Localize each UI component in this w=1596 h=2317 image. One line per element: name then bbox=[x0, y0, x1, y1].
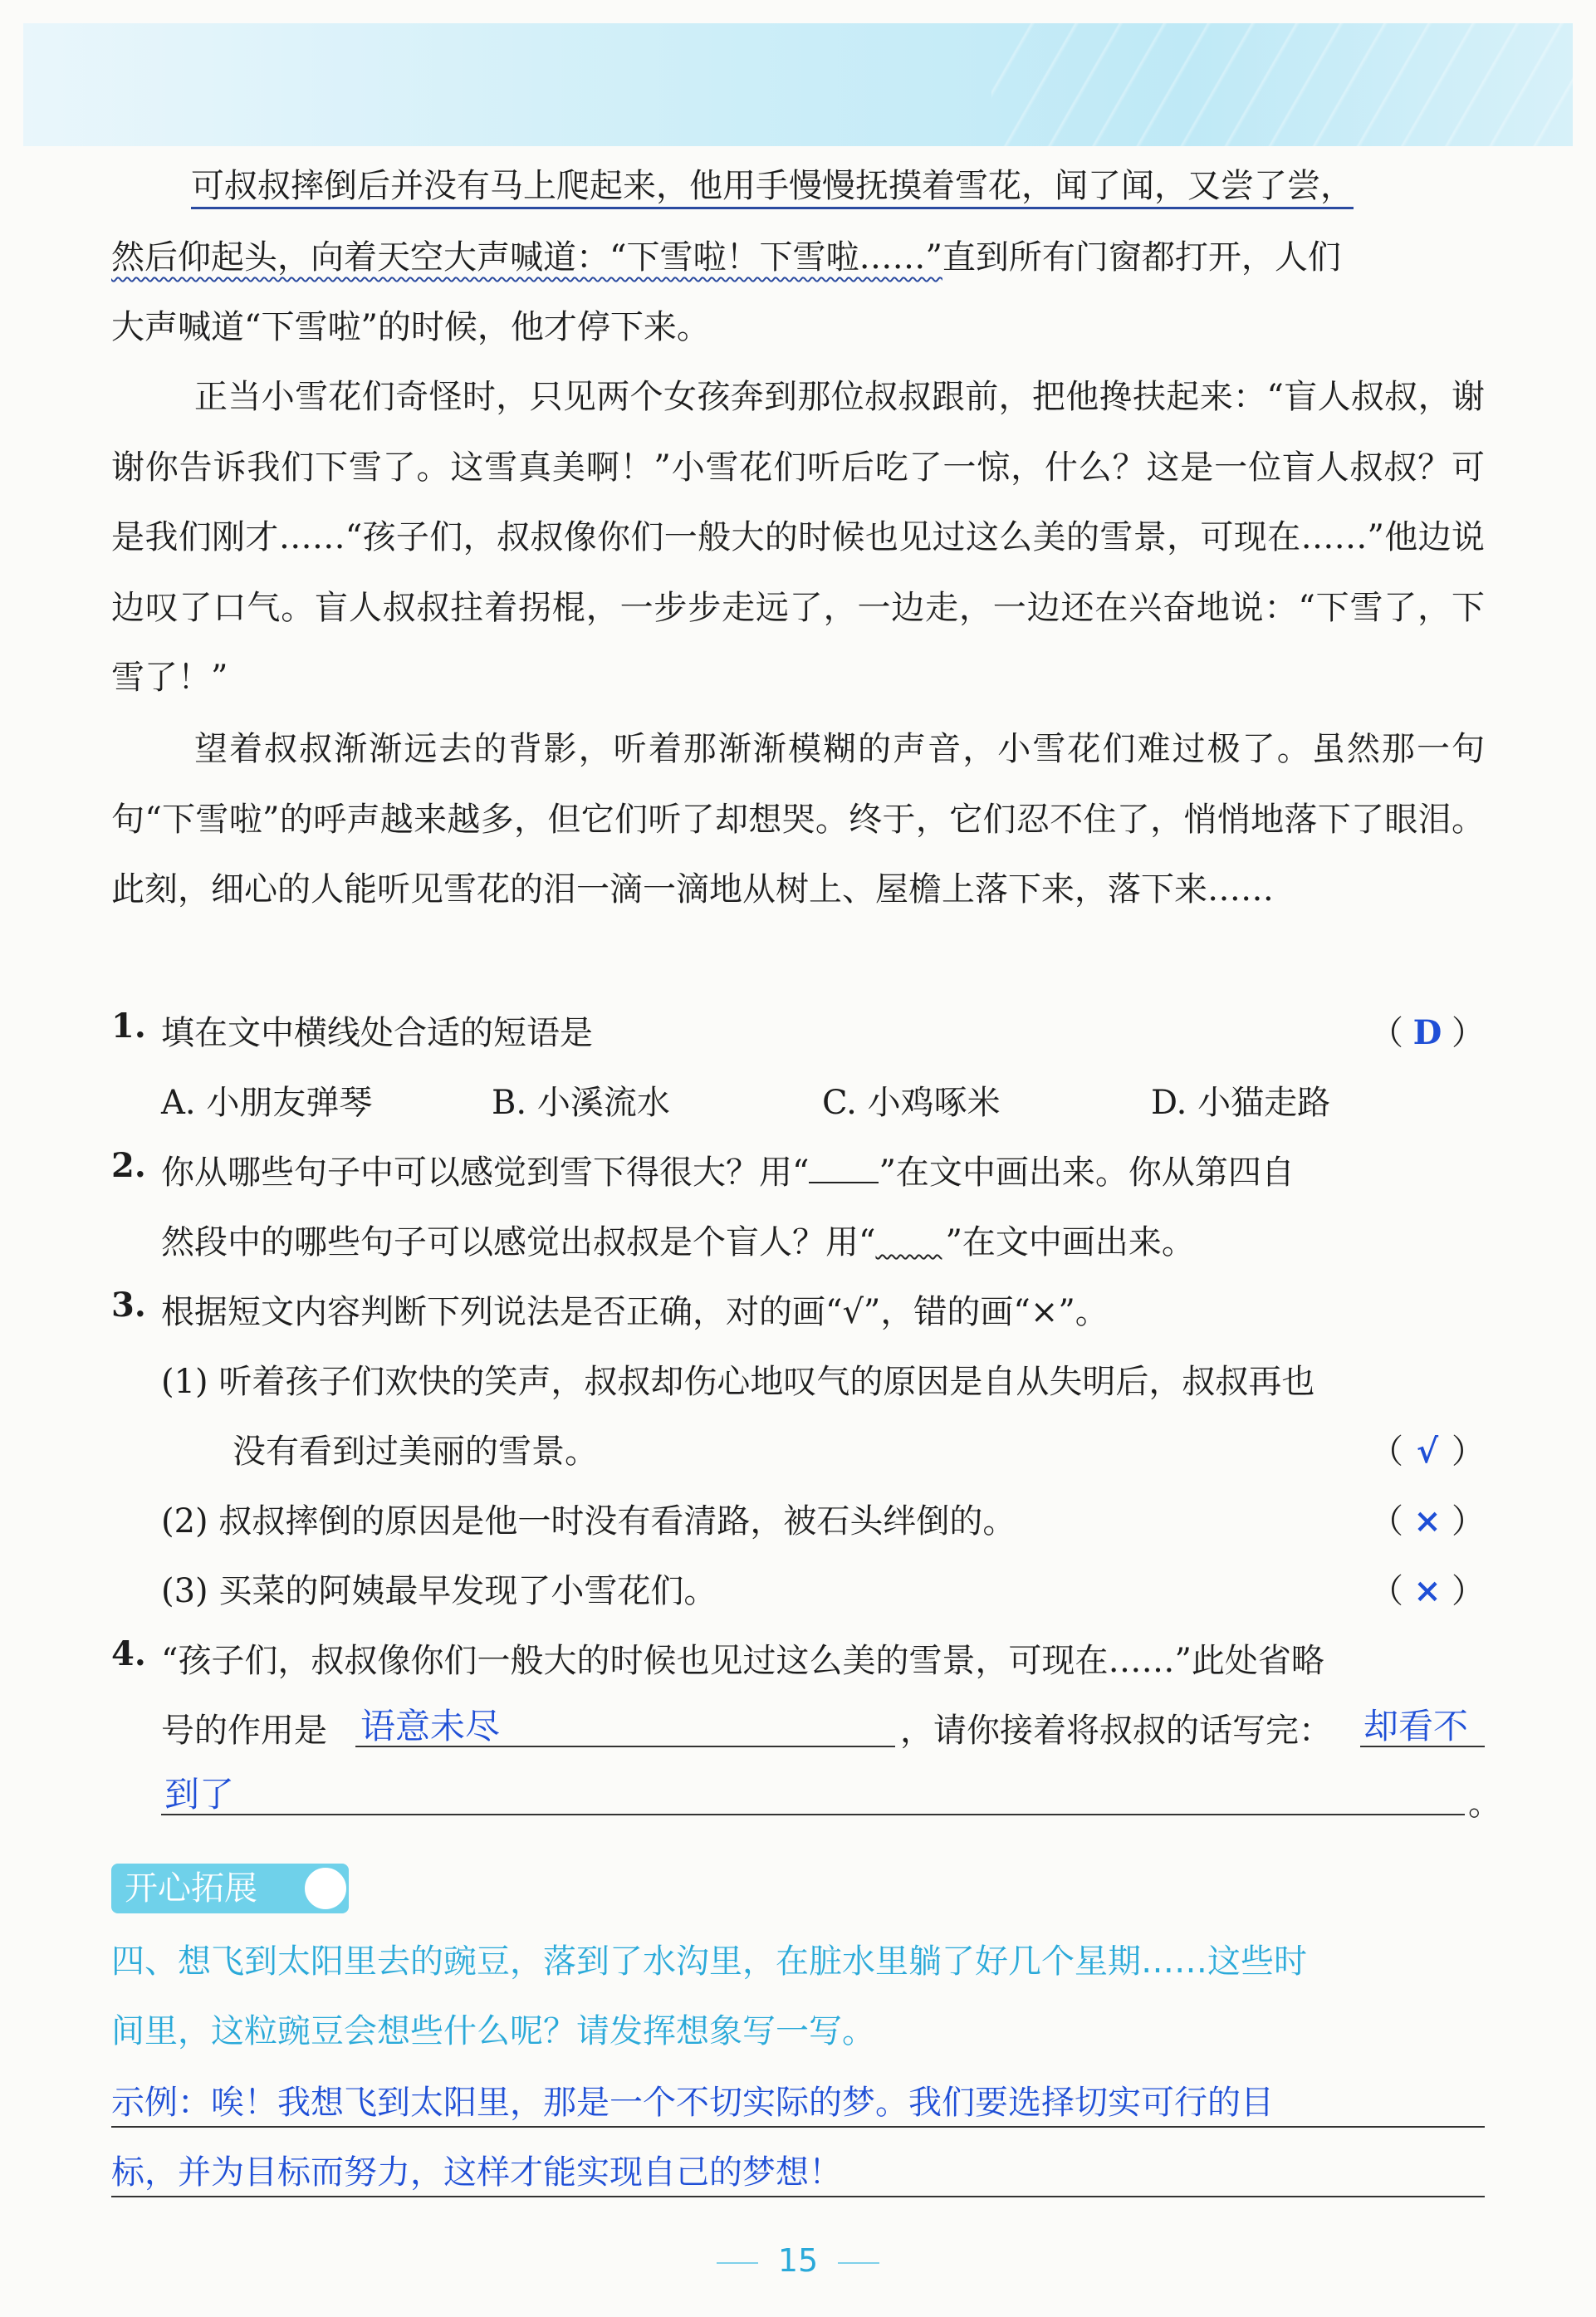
q1-answer: D bbox=[1412, 1013, 1442, 1052]
q2-line1: 你从哪些句子中可以感觉到雪下得很大？用“ ”在文中画出来。你从第四自 bbox=[161, 1154, 1295, 1192]
dash-left bbox=[717, 2262, 758, 2264]
page-number: 15 bbox=[0, 2242, 1596, 2279]
q1-option-b: B. 小溪流水 bbox=[492, 1084, 670, 1122]
extension-prompt-line2: 间里，这粒豌豆会想些什么呢？请发挥想象写一写。 bbox=[111, 2012, 875, 2050]
straight-line-symbol bbox=[809, 1157, 879, 1183]
smiley-icon bbox=[302, 1865, 349, 1912]
q3-item2: (2) 叔叔摔倒的原因是他一时没有看清路，被石头绊倒的。 bbox=[161, 1502, 1016, 1541]
story-p4: 正当小雪花们奇怪时，只见两个女孩奔到那位叔叔跟前，把他搀扶起来：“盲人叔叔，谢谢你告诉我们下雪了。这雪真美啊！”小雪花们听后吃了一惊，什么？这是一位盲人叔叔？可是我们刚才……“孩子们，叔叔像你们一般大的时候也见过这么美的雪景，可现在……”他边说边叹了口气。盲人叔叔拄着拐棍，一步步走远了，一边走，一边还在兴奋地说：“下雪了，下雪了！” bbox=[111, 378, 1485, 697]
q4-line1: “孩子们，叔叔像你们一般大的时候也见过这么美的雪景，可现在……”此处省略 bbox=[161, 1642, 1324, 1680]
story-p3-line1: 可叔叔摔倒后并没有马上爬起来，他用手慢慢抚摸着雪花，闻了闻，又尝了尝， bbox=[111, 163, 1485, 209]
q4-blank-2[interactable]: 却看不 bbox=[1360, 1704, 1485, 1747]
extension-example-line2: 标，并为目标而努力，这样才能实现自己的梦想！ bbox=[111, 2146, 1485, 2197]
story-p3-line2: 然后仰起头，向着天空大声喊道：“下雪啦！下雪啦……”直到所有门窗都打开，人们 bbox=[111, 238, 1341, 277]
q2-line2: 然段中的哪些句子可以感觉出叔叔是个盲人？用“ ”在文中画出来。 bbox=[161, 1223, 1195, 1261]
dash-right bbox=[838, 2262, 879, 2264]
header-band bbox=[23, 23, 1573, 146]
q3-item1-line1: (1) 听着孩子们欢快的笑声，叔叔却伤心地叹气的原因是自从失明后，叔叔再也 bbox=[161, 1363, 1315, 1401]
q1-answer-paren: （ D ） bbox=[1370, 1013, 1485, 1052]
section-title-extension: 开心拓展 bbox=[111, 1864, 349, 1913]
q3-item1-paren: （ √ ） bbox=[1370, 1432, 1485, 1471]
q3-item2-paren: （ × ） bbox=[1370, 1501, 1485, 1541]
q3-item3: (3) 买菜的阿姨最早发现了小雪花们。 bbox=[161, 1572, 717, 1610]
q1-option-c: C. 小鸡啄米 bbox=[822, 1084, 1001, 1122]
q1-option-d: D. 小猫走路 bbox=[1151, 1084, 1331, 1122]
q4-blank-1[interactable]: 语意未尽 bbox=[355, 1704, 895, 1747]
q4-label: 号的作用是 bbox=[161, 1712, 327, 1750]
q3-item1-line2: 没有看到过美丽的雪景。 bbox=[233, 1433, 598, 1471]
q3-item3-paren: （ × ） bbox=[1370, 1571, 1485, 1610]
wavy-line-symbol bbox=[875, 1223, 945, 1248]
story-p3-line3: 大声喊道“下雪啦”的时候，他才停下来。 bbox=[111, 308, 710, 346]
extension-prompt-line1: 四、想飞到太阳里去的豌豆，落到了水沟里，在脏水里躺了好几个星期……这些时 bbox=[111, 1942, 1307, 1981]
q4-blank-3[interactable]: 到了 bbox=[161, 1772, 1465, 1815]
extension-example-line1: 示例：唉！我想飞到太阳里，那是一个不切实际的梦。我们要选择切实可行的目 bbox=[111, 2076, 1485, 2128]
story-p5: 望着叔叔渐渐远去的背影，听着那渐渐模糊的声音，小雪花们难过极了。虽然那一句句“下雪啦”的呼声越来越多，但它们听了却想哭。终于，它们忍不住了，悄悄地落下了眼泪。此刻，细心的人能听见雪花的泪一滴一滴地从树上、屋檐上落下来，落下来…… bbox=[111, 730, 1485, 909]
q1-option-a: A. 小朋友弹琴 bbox=[161, 1084, 373, 1122]
